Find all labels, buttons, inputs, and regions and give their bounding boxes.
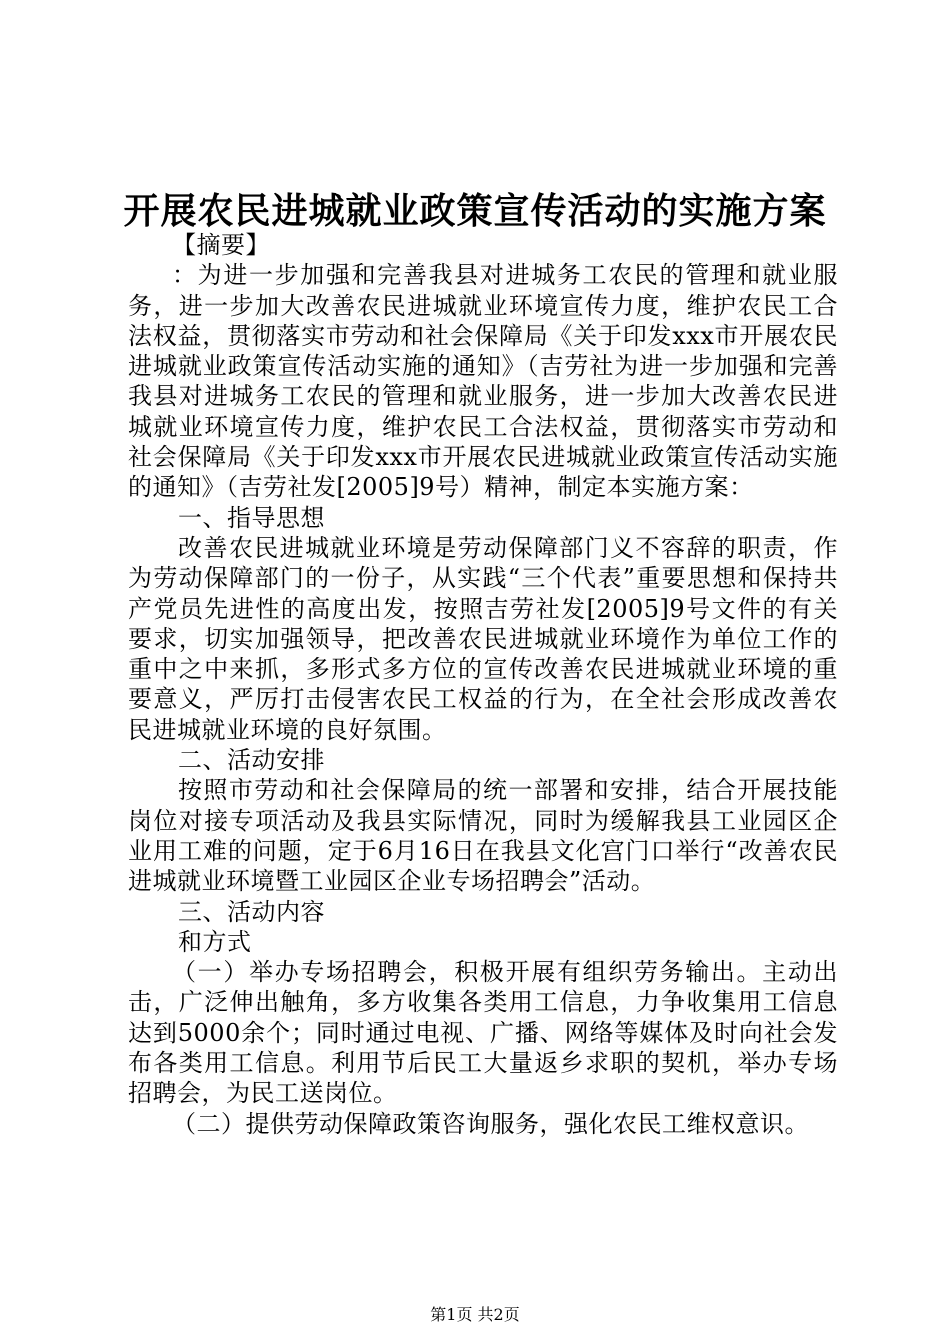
page-number-footer: 第1页 共2页 [430, 1305, 520, 1324]
document-title: 开展农民进城就业政策宣传活动的实施方案 [123, 190, 827, 232]
heading-activity-arrangement: 二、活动安排 [178, 746, 325, 775]
paragraph-abstract: ：为进一步加强和完善我县对进城务工农民的管理和就业服务，进一步加大改善农民进城就业环境宣传力度，维护农民工合法权益，贯彻落实市劳动和社会保障局《关于印发xxx市开展农民进城就业政策宣传活动实施的通知》（吉劳社为进一步加强和完善我县对进城务工农民的管理和就业服务，进一步加大改善农民进城就业环境宣传力度，维护农民工合法权益，贯彻落实市劳动和社会保障局《关于印发xxx市开展农民进城就业政策宣传活动实施的通知》（吉劳社发[2005]9号）精神，制定本实施方案： [128, 261, 838, 502]
abstract-label: 【摘要】 [172, 231, 270, 259]
paragraph-item-two: （二）提供劳动保障政策咨询服务，强化农民工维权意识。 [172, 1109, 809, 1138]
heading-guiding-thought: 一、指导思想 [178, 503, 325, 532]
paragraph-item-one: （一）举办专场招聘会，积极开展有组织劳务输出。主动出击，广泛伸出触角，多方收集各类用工信息，力争收集用工信息达到5000余个；同时通过电视、广播、网络等媒体及时向社会发布各类用工信息。利用节后民工大量返乡求职的契机，举办专场招聘会，为民工送岗位。 [128, 958, 838, 1108]
heading-activity-content: 三、活动内容 [178, 897, 325, 926]
document-body [128, 230, 838, 1139]
paragraph-activity-arrangement: 按照市劳动和社会保障局的统一部署和安排，结合开展技能岗位对接专项活动及我县实际情况，同时为缓解我县工业园区企业用工难的问题，定于6月16日在我县文化宫门口举行“改善农民进城就业环境暨工业园区企业专场招聘会”活动。 [128, 776, 838, 896]
heading-activity-method: 和方式 [178, 927, 252, 956]
paragraph-guiding-thought: 改善农民进城就业环境是劳动保障部门义不容辞的职责，作为劳动保障部门的一份子，从实践“三个代表”重要思想和保持共产党员先进性的高度出发，按照吉劳社发[2005]9号文件的有关要求，切实加强领导，把改善农民进城就业环境作为单位工作的重中之中来抓，多形式多方位的宣传改善农民进城就业环境的重要意义，严厉打击侵害农民工权益的行为，在全社会形成改善农民进城就业环境的良好氛围。 [128, 533, 838, 744]
